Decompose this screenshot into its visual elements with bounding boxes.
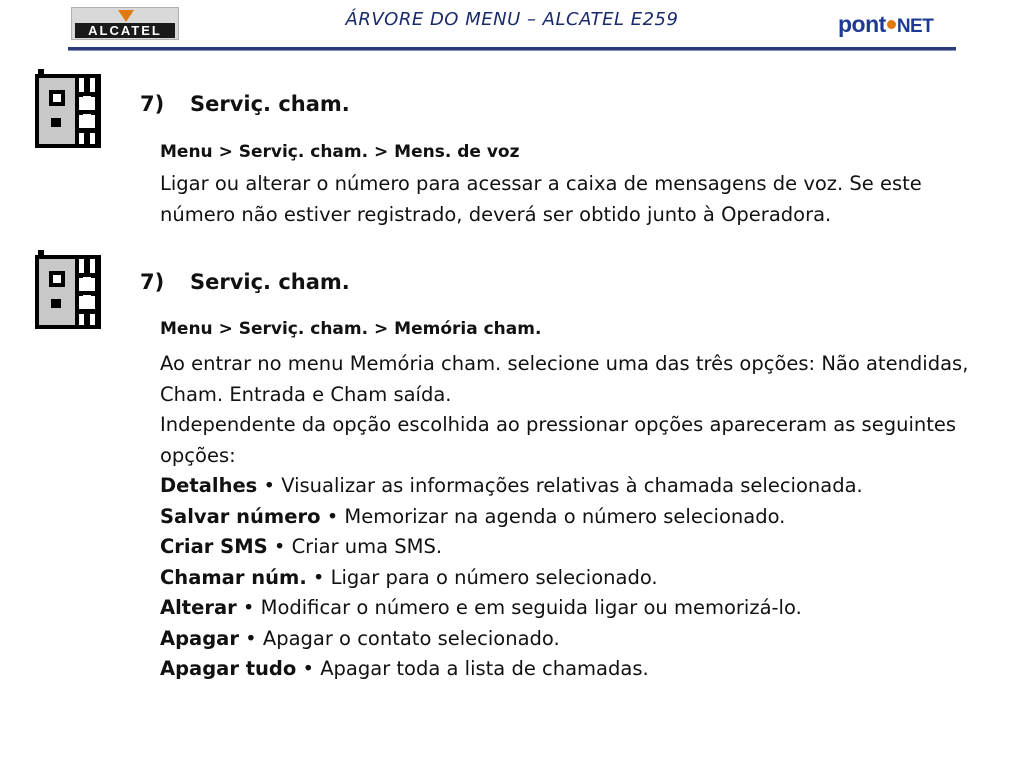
option-desc: • Modificar o número e em seguida ligar ou memorizá-lo. xyxy=(236,596,802,619)
option-name: Apagar tudo xyxy=(160,657,297,680)
pontonet-logo-part1: pont xyxy=(838,11,886,37)
option-item xyxy=(160,654,1010,685)
option-item xyxy=(160,532,1010,563)
menu-path: Menu > Serviç. cham. > Memória cham. xyxy=(160,319,542,339)
option-desc: • Apagar toda a lista de chamadas. xyxy=(296,657,649,680)
option-name: Alterar xyxy=(160,596,237,619)
option-desc: • Criar uma SMS. xyxy=(267,535,443,558)
section-description xyxy=(160,169,940,230)
option-desc: • Visualizar as informações relativas à chamada selecionada. xyxy=(257,474,863,497)
section-heading xyxy=(140,92,350,116)
section-heading xyxy=(140,270,350,294)
option-desc: • Ligar para o número selecionado. xyxy=(306,565,658,589)
section-number: 7) xyxy=(140,92,165,116)
section-description xyxy=(160,349,1010,685)
option-name: Apagar xyxy=(160,626,239,650)
page-title: ÁRVORE DO MENU – ALCATEL E259 xyxy=(345,9,679,30)
option-item xyxy=(160,471,1010,502)
option-name: Detalhes xyxy=(160,474,258,497)
alcatel-logo xyxy=(71,7,179,40)
option-name: Criar SMS xyxy=(160,535,268,558)
option-item xyxy=(160,593,1010,624)
section-title: Serviç. cham. xyxy=(190,92,350,116)
option-item xyxy=(160,624,1010,655)
section-title: Serviç. cham. xyxy=(190,270,350,294)
page-header xyxy=(0,0,1024,56)
description-text: Ligar ou alterar o número para acessar a caixa de mensagens de voz. Se este número não estiver registrado, deverá ser obtido junto à Operadora. xyxy=(160,172,922,226)
phone-menu-icon xyxy=(33,249,105,331)
menu-path: Menu > Serviç. cham. > Mens. de voz xyxy=(160,142,520,162)
option-desc: • Apagar o contato selecionado. xyxy=(238,626,560,650)
phone-menu-icon xyxy=(33,68,105,150)
pontonet-dot-icon xyxy=(887,20,896,29)
option-item xyxy=(160,502,1010,533)
header-divider xyxy=(68,47,956,50)
alcatel-logo-mark-icon xyxy=(117,10,135,22)
pontonet-logo xyxy=(838,10,933,38)
option-item xyxy=(160,563,1010,594)
pontonet-logo-part2: NET xyxy=(896,16,934,37)
intro-text-2: Independente da opção escolhida ao pressionar opções apareceram as seguintes opções: xyxy=(160,413,957,467)
section-number: 7) xyxy=(140,270,165,294)
option-name: Salvar número xyxy=(160,504,321,528)
intro-text: Ao entrar no menu Memória cham. selecione uma das três opções: Não atendidas, Cham. Entrada e Cham saída. xyxy=(160,352,969,406)
alcatel-logo-text: ALCATEL xyxy=(75,23,175,38)
option-name: Chamar núm. xyxy=(160,565,307,589)
option-desc: • Memorizar na agenda o número selecionado. xyxy=(320,504,786,528)
